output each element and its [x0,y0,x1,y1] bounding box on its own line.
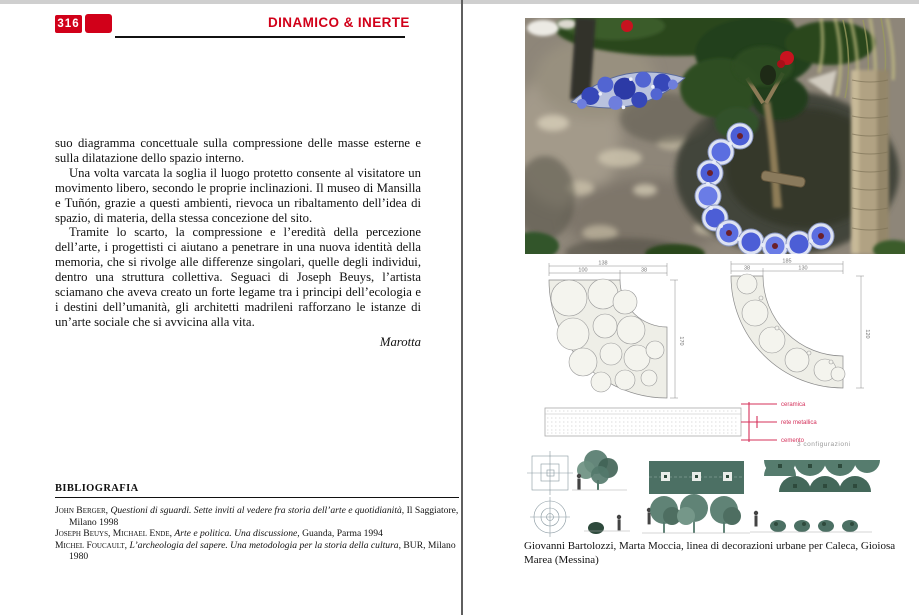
section-label-ceramica: ceramica [781,402,806,408]
bibliography-heading: BIBLIOGRAFIA [55,483,459,498]
figure-caption: Giovanni Bartolozzi, Marta Moccia, linea di decorazioni urbane per Caleca, Gioiosa Marea (Messina) [524,540,896,566]
dim-label: 38 [640,267,648,274]
body-text [55,136,421,350]
entry-title: L’archeologia del sapere. Una metodologia per la storia della cultura [129,539,399,551]
top-border [0,0,919,4]
dim-label: 130 [798,265,808,272]
entry-publisher: , Guanda, Parma 1994 [297,528,383,540]
author-attribution: Marotta [379,334,421,349]
dim-label: 120 [864,329,870,339]
red-flower [621,20,633,32]
tree-row-elevation [642,494,750,533]
bush-elevation [584,515,630,534]
garden-photo [525,18,905,254]
dim-label: 170 [678,336,684,346]
entry-publisher: , BUR, Milano 1980 [69,539,456,563]
bibliography-entry [55,540,459,563]
entry-authors: Michel Foucault, [55,539,130,551]
section-drawing [525,396,915,448]
chapter-title: DINAMICO & INERTE [268,15,410,30]
dim-label: 100 [578,267,588,274]
page-number: 316 [57,18,80,30]
bibliography-entries [55,505,459,563]
entry-title: Questioni di sguardi. Sette inviti al vedere fra storia dell’arte e quotidianità [110,505,402,516]
garden-photo-illustration [525,18,905,254]
scallop-plan [764,460,880,492]
concept-drawings [522,446,908,538]
page-fold-divider [461,0,463,615]
dim-label: 38 [743,265,751,272]
page-number-badge [55,15,82,33]
paragraph: Tramite lo scarto, la compressione e l’eredità della percezione dell’arte, i progettisti ci aiutano a penetrare in una nuova identità della memoria, che si rivolge alle differenze singolari, quelle degli individui, dentro una struttura collettiva. Seguaci di Joseph Beuys, l’artista sciamano che aveva creato un forte legame tra i principi dell’ecologia e i destini dell’umanità, gli architetti madrileni rafforzano le istanze di un’arte sociale che si avvicina alla vita. [55,225,421,329]
palm-trunk [851,70,889,254]
entry-publisher: , Il Saggiatore, Milano 1998 [69,505,459,528]
section-label-cemento: cemento [781,438,805,444]
configurations-note: 3 configurazioni [797,441,851,448]
dim-label: 185 [782,258,792,265]
bibliography-entry [55,528,459,540]
entry-authors: John Berger, [55,505,111,516]
bush-row-elevation [750,511,872,532]
square-plan [527,451,573,495]
circle-plan [530,497,570,537]
section-label-rete: rete metallica [781,420,817,426]
header-red-box [85,14,112,33]
entry-title: Arte e politica. Una discussione [174,528,298,540]
paragraph: suo diagramma concettuale sulla compressione delle masse esterne e sulla dilatazione dello spazio interno. [55,136,421,165]
rect-plan [649,461,744,494]
bibliography-entry [55,505,459,528]
bibliography-section [55,483,459,563]
annotation-bracket [741,402,777,442]
entry-authors: Joseph Beuys, Michael Ende, [55,528,175,540]
tree-elevation [572,450,627,490]
dim-label: 138 [598,260,608,267]
header-rule [115,36,405,38]
paragraph: Una volta varcata la soglia il luogo protetto consente al visitatore un movimento libero, secondo le proprie inclinazioni. Il museo di Mansilla e Tuñón, grazie a questi ambienti, rievoca un ribaltamento dell’idea di spazio, di materia, della stessa concezione del sito. [55,165,421,225]
plan-drawings [525,258,905,408]
